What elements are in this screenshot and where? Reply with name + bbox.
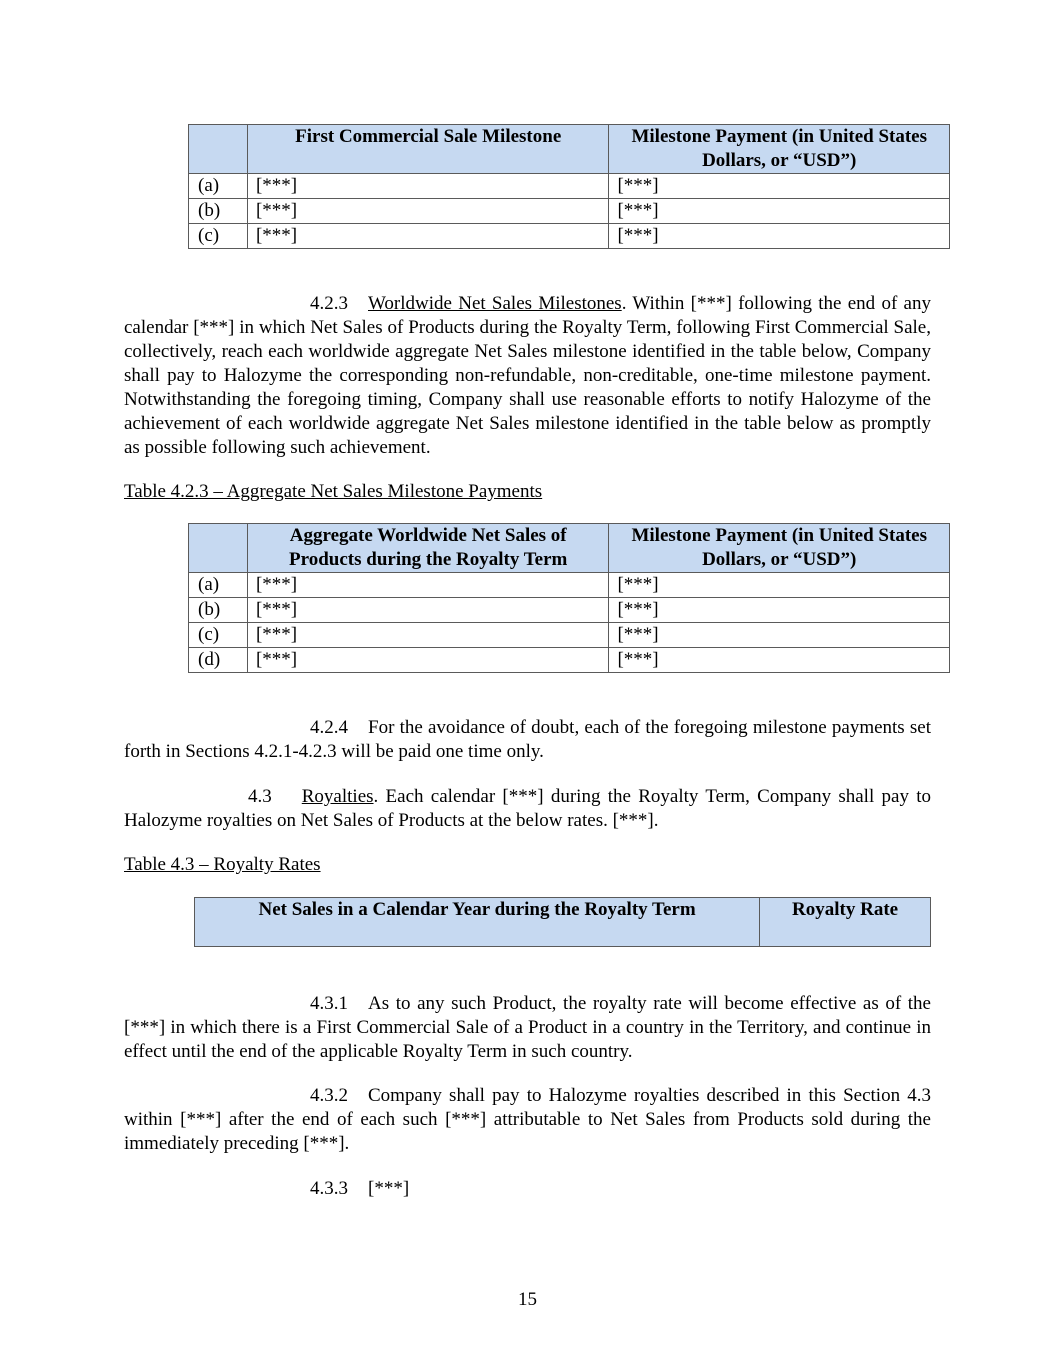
payment-cell: [***] — [609, 648, 950, 673]
section-text: . Within [***] following the end of any calendar [***] in which Net Sales of Products during the Royalty Term, following First Commercial Sale, collectively, reach each worldwide aggregate Net Sales milestone identified in the table below, Company shall pay to Halozyme the corresponding non-refundable, non-creditable, one-time milestone payment. Notwithstanding the foregoing timing, Company shall use reasonable efforts to notify Halozyme of the achievement of each worldwide aggregate Net Sales milestone identified in the table below as promptly as possible following such achievement. — [124, 293, 931, 458]
section-4-3-3 — [124, 1177, 931, 1201]
section-text: As to any such Product, the royalty rate will become effective as of the [***] in which there is a First Commercial Sale of a Product in a country in the Territory, and continue in effect until the end of the applicable Royalty Term in such country. — [124, 993, 931, 1062]
row-label: (a) — [189, 174, 248, 199]
table-header-cell — [189, 524, 248, 573]
table-header-cell — [189, 125, 248, 174]
section-text: . Each calendar [***] during the Royalty Term, Company shall pay to Halozyme royalties on Net Sales of Products at the below rates. [***]. — [124, 786, 931, 831]
table-header-row — [189, 125, 950, 174]
section-number: 4.3.3 — [310, 1178, 348, 1199]
table-row — [189, 623, 950, 648]
table-header-row — [195, 898, 931, 947]
section-text: [***] — [368, 1178, 410, 1199]
table-header-cell: First Commercial Sale Milestone — [247, 125, 609, 174]
row-label: (d) — [189, 648, 248, 673]
first-commercial-sale-milestone-table — [188, 124, 950, 249]
table-row — [189, 199, 950, 224]
page-number — [0, 1288, 1055, 1312]
milestone-cell: [***] — [247, 623, 609, 648]
row-label: (b) — [189, 598, 248, 623]
royalty-rates-table — [194, 897, 931, 947]
table-row — [189, 224, 950, 249]
section-number: 4.3.2 — [310, 1085, 348, 1106]
milestone-cell: [***] — [247, 199, 609, 224]
milestone-cell: [***] — [247, 598, 609, 623]
section-title: Worldwide Net Sales Milestones — [368, 293, 622, 314]
section-4-3-1 — [124, 992, 931, 1064]
milestone-cell: [***] — [247, 573, 609, 598]
section-text: Company shall pay to Halozyme royalties described in this Section 4.3 within [***] after the end of each such [***] attributable to Net Sales from Products sold during the immediately preceding [***]. — [124, 1085, 931, 1154]
section-number: 4.3 — [248, 786, 272, 807]
section-number: 4.3.1 — [310, 993, 348, 1014]
table-caption-text: Table 4.3 – Royalty Rates — [124, 854, 321, 875]
payment-cell: [***] — [609, 623, 950, 648]
row-label: (c) — [189, 224, 248, 249]
table-row — [189, 648, 950, 673]
table-header-cell: Milestone Payment (in United States Dollars, or “USD”) — [609, 125, 950, 174]
milestone-cell: [***] — [247, 174, 609, 199]
table-caption-text: Table 4.2.3 – Aggregate Net Sales Milestone Payments — [124, 481, 543, 502]
milestone-cell: [***] — [247, 224, 609, 249]
table-header-cell: Milestone Payment (in United States Dollars, or “USD”) — [609, 524, 950, 573]
row-label: (c) — [189, 623, 248, 648]
table-caption — [124, 853, 321, 877]
table-caption — [124, 480, 542, 504]
section-4-2-4 — [124, 716, 931, 764]
section-4-3-2 — [124, 1084, 931, 1156]
payment-cell: [***] — [609, 174, 950, 199]
section-number: 4.2.3 — [310, 293, 348, 314]
payment-cell: [***] — [609, 598, 950, 623]
payment-cell: [***] — [609, 199, 950, 224]
table-header-row — [189, 524, 950, 573]
table-header-cell: Net Sales in a Calendar Year during the Royalty Term — [195, 898, 760, 947]
payment-cell: [***] — [609, 573, 950, 598]
table-header-cell: Royalty Rate — [760, 898, 931, 947]
table-header-cell: Aggregate Worldwide Net Sales of Products during the Royalty Term — [247, 524, 609, 573]
section-title: Royalties — [301, 786, 374, 807]
section-text: For the avoidance of doubt, each of the foregoing milestone payments set forth in Sections 4.2.1-4.2.3 will be paid one time only. — [124, 717, 931, 762]
table-row — [189, 573, 950, 598]
row-label: (a) — [189, 573, 248, 598]
table-row — [189, 174, 950, 199]
section-4-3 — [124, 785, 931, 833]
table-row — [189, 598, 950, 623]
milestone-cell: [***] — [247, 648, 609, 673]
payment-cell: [***] — [609, 224, 950, 249]
section-4-2-3 — [124, 292, 931, 460]
section-number: 4.2.4 — [310, 717, 348, 738]
row-label: (b) — [189, 199, 248, 224]
page-number-text: 15 — [518, 1289, 537, 1310]
aggregate-net-sales-milestone-table — [188, 523, 950, 673]
